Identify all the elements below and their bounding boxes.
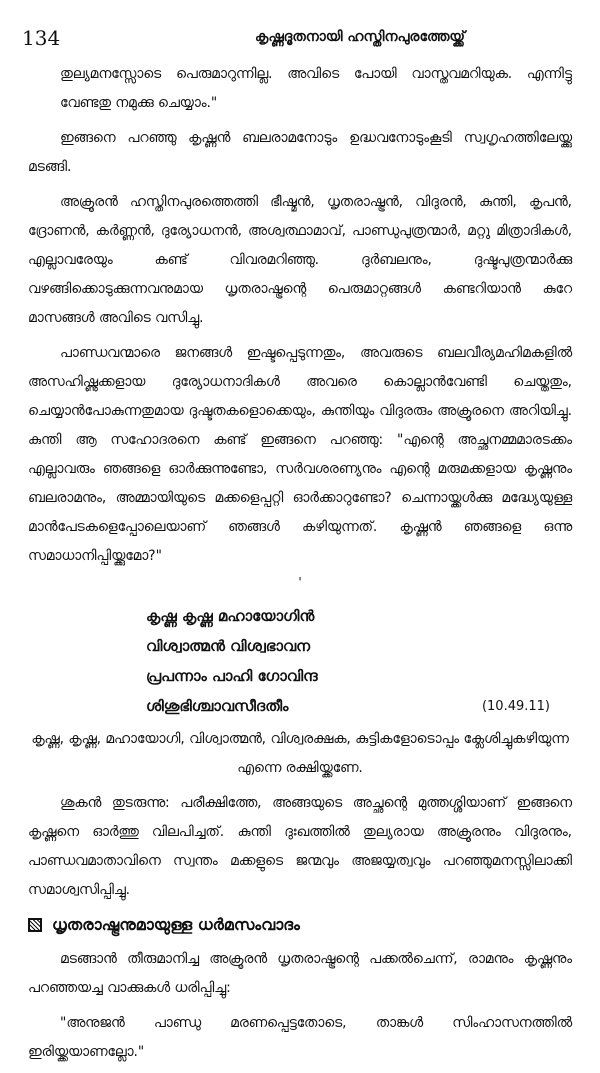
paragraph: അക്രൂരൻ ഹസ്തിനപുരത്തെത്തി ഭീഷ്മൻ, ധൃതരാഷ്ട്രൻ, വിദുരൻ, കുന്തി, കൃപൻ, ദ്രോണൻ, കർണ്ണൻ, ദുര്യോധനൻ, അശ്വത്ഥാമാവ്, പാണ്ഡുപുത്രന്മാർ, മറ്റു മിത്രാദികൾ, എല്ലാവരേയും കണ്ട് വിവരമറിഞ്ഞു. ദുർബലനും, ദുഷ്ടപുത്രന്മാർക്കു വഴങ്ങിക്കൊടുക്കുന്നവനുമായ ധൃതരാഷ്ട്രന്റെ പെരുമാറ്റങ്ങൾ കണ്ടറിയാൻ കുറേ മാസങ്ങൾ അവിടെ വസിച്ചു. (28, 194, 572, 326)
section-heading (28, 911, 572, 939)
sanskrit-verse (28, 601, 572, 721)
paragraph-continuation: തുല്യമനസ്സോടെ പെരുമാറുന്നില്ല. അവിടെ പോയി വാസ്തവമറിയുക. എന്നിട്ടു വേണ്ടതു നമുക്കു ചെയ്യാം." (60, 66, 572, 111)
paragraph: മടങ്ങാൻ തീരുമാനിച്ച അക്രൂരൻ ധൃതരാഷ്ട്രന്റെ പക്കൽചെന്ന്, രാമനും കൃഷ്ണനും പറഞ്ഞയച്ച വാക്കുകൾ ധരിപ്പിച്ചു: (28, 951, 572, 996)
verse-translation: കൃഷ്ണ, കൃഷ്ണ, മഹായോഗി, വിശ്വാത്മൻ, വിശ്വരക്ഷക, കുട്ടികളോടൊപ്പം ക്ലേശിച്ചുകഴിയുന്ന എന്നെ രക്ഷിയ്ക്കണേ. (31, 731, 569, 776)
verse-line: വിശ്വാത്മൻ വിശ്വഭാവന (146, 637, 311, 655)
verse-line: ശിശുഭിശ്ചാവസീദതീം (146, 697, 289, 715)
hatched-square-icon (28, 918, 42, 932)
verse-line: പ്രപന്നാം പാഹി ഗോവിന്ദ (146, 667, 318, 685)
paragraph: പാണ്ഡവന്മാരെ ജനങ്ങൾ ഇഷ്ടപ്പെടുന്നതും, അവരുടെ ബലവീര്യമഹിമകളിൽ അസഹിഷ്ണുക്കളായ ദുര്യോധനാദികൾ അവരെ കൊല്ലാൻവേണ്ടി ചെയ്തതും, ചെയ്യാൻപോകുന്നതുമായ ദുഷ്ടതകളൊക്കെയും, കുന്തിയും വിദുരരും അക്രൂരനെ അറിയിച്ചു. കുന്തി ആ സഹോദരനെ കണ്ട് ഇങ്ങനെ പറഞ്ഞു: "എന്റെ അച്ഛനമ്മമാരടക്കം എല്ലാവരും ഞങ്ങളെ ഓർക്കുന്നുണ്ടോ, സർവശരണ്യനും എന്റെ മരുമക്കളായ കൃഷ്ണനും ബലരാമനും, അമ്മായിയുടെ മക്കളെപ്പറ്റി ഓർക്കാറുണ്ടോ? ചെന്നായ്ക്കൾക്കു മദ്ധ്യേയുള്ള മാൻപേടകളെപ്പോലെയാണ് ഞങ്ങൾ കഴിയുന്നത്. കൃഷ്ണൻ ഞങ്ങളെ ഒന്നു സമാധാനിപ്പിയ്ക്കുമോ?" (28, 345, 572, 564)
paragraph: ഇങ്ങനെ പറഞ്ഞു കൃഷ്ണൻ ബലരാമനോടും ഉദ്ധവനോടുംകൂടി സ്വഗൃഹത്തിലേയ്ക്കു മടങ്ങി. (28, 130, 572, 175)
verse-mark: ' (298, 575, 302, 589)
page-body (28, 60, 572, 1073)
page-number: 134 (22, 26, 61, 50)
running-title: കൃഷ്ണദൂതനായി ഹസ്തിനപുരത്തേയ്ക്ക് (255, 29, 465, 45)
page-header (22, 26, 578, 56)
paragraph: "അനുജൻ പാണ്ഡു മരണപ്പെട്ടതോടെ, താങ്കൾ സിംഹാസനത്തിൽ ഇരിയ്ക്കയാണല്ലോ." (28, 1015, 572, 1060)
verse-reference: (10.49.11) (481, 699, 550, 714)
section-title: ധൃതരാഷ്ട്രനുമായുള്ള ധർമസംവാദം (52, 915, 300, 934)
paragraph: ശുകൻ തുടരുന്നു: പരീക്ഷിത്തേ, അങ്ങയുടെ അച്ഛന്റെ മുത്തശ്ശിയാണ് ഇങ്ങനെ കൃഷ്ണനെ ഓർത്തു വിലപിച്ചത്. കുന്തി ദുഃഖത്തിൽ തുല്യരായ അക്രൂരനും വിദുരനും, പാണ്ഡവമാതാവിനെ സ്വന്തം മക്കളുടെ ജന്മവും അജയ്യത്വവും പറഞ്ഞുമനസ്സിലാക്കി സമാശ്വസിപ്പിച്ചു. (28, 795, 572, 898)
verse-line: കൃഷ്ണ കൃഷ്ണ മഹായോഗിൻ (146, 607, 315, 625)
